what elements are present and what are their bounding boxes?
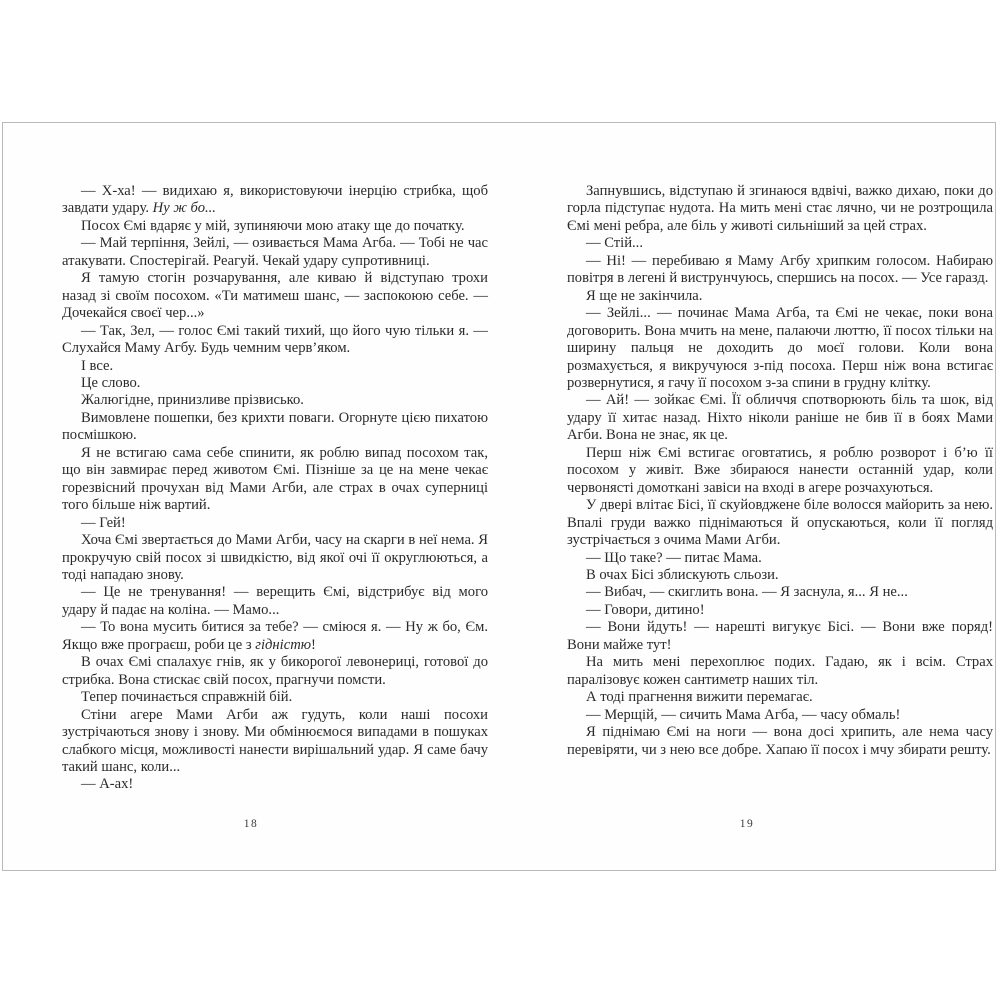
paragraph bbox=[62, 445, 488, 515]
paragraph bbox=[62, 183, 488, 218]
paragraph bbox=[567, 288, 993, 305]
text-run: — Ай! — зойкає Ємі. Її обличчя спотворюють біль та шок, від удару її хитає назад. Ніхто ніколи раніше не бив її в боях Мами Агби. Вона не знає, як це. bbox=[567, 392, 993, 444]
paragraph bbox=[567, 567, 993, 584]
paragraph bbox=[567, 445, 993, 497]
text-run: І все. bbox=[81, 357, 114, 374]
page-number-right: 19 bbox=[739, 818, 755, 830]
paragraph bbox=[567, 305, 993, 392]
paragraph bbox=[567, 550, 993, 567]
text-run: Стіни агере Мами Агби аж гудуть, коли наші посохи зустрічаються знову і знову. Ми обмінюємося випадами в пошуках слабкого місця, можливості нанести вирішальний удар. Я саме бачу такий шанс, коли... bbox=[62, 706, 488, 775]
paragraph bbox=[62, 619, 488, 654]
paragraph bbox=[567, 602, 993, 619]
paragraph bbox=[567, 392, 993, 444]
paragraph bbox=[567, 235, 993, 252]
text-run: — Х-ха! — видихаю я, використовуючи інерцію стрибка, щоб завдати удару. bbox=[62, 183, 488, 217]
paragraph bbox=[62, 654, 488, 689]
text-run: В очах Ємі спалахує гнів, як у бикорогої левонериці, готової до стрибка. Вона стискає свій посох, прагнучи помсти. bbox=[62, 654, 488, 688]
text-run: На мить мені перехоплює подих. Гадаю, як і всім. Страх паралізовує кожен сантиметр наших тіл. bbox=[567, 654, 993, 688]
text-run: — Ні! — перебиваю я Маму Агбу хрипким голосом. Набираю повітря в легені й виструнчуюсь, спершись на посох. — Усе гаразд. bbox=[567, 252, 993, 287]
text-run: — Так, Зел, — голос Ємі такий тихий, що його чую тільки я. — Слухайся Маму Агбу. Будь чемним черв’яком. bbox=[62, 322, 488, 357]
text-run: А тоді прагнення вижити перемагає. bbox=[586, 689, 813, 706]
text-run: ! bbox=[311, 636, 316, 653]
text-run: Запнувшись, відступаю й згинаюся вдвічі, важко дихаю, поки до горла підступає нудота. На мить мені стає лячно, чи не розтрощила Ємі мені ребра, але біль у животі сильніший за цей страх. bbox=[567, 183, 993, 234]
paragraph bbox=[62, 392, 488, 409]
paragraph bbox=[62, 689, 488, 706]
paragraph bbox=[567, 619, 993, 654]
text-run: — Що таке? — питає Мама. bbox=[586, 549, 762, 566]
text-run: Це слово. bbox=[81, 374, 141, 391]
paragraph bbox=[567, 689, 993, 706]
paragraph bbox=[567, 497, 993, 549]
text-run: — А-ах! bbox=[81, 776, 134, 793]
paragraph bbox=[62, 776, 488, 793]
paragraph bbox=[62, 323, 488, 358]
text-run: Вимовлене пошепки, без крихти поваги. Огорнуте цією пихатою посмішкою. bbox=[62, 409, 488, 444]
book-page-right bbox=[567, 183, 993, 759]
text-run: Я ще не закінчила. bbox=[586, 287, 703, 304]
paragraph bbox=[567, 584, 993, 601]
page-number-left: 18 bbox=[243, 818, 259, 830]
paragraph bbox=[62, 270, 488, 322]
text-run: — Стій... bbox=[586, 235, 643, 252]
text-run: — Вибач, — скиглить вона. — Я заснула, я... Я не... bbox=[586, 584, 908, 601]
italic-text-run: Ну ж бо... bbox=[152, 200, 216, 217]
text-run: Тепер починається справжній бій. bbox=[81, 689, 293, 706]
text-run: — Говори, дитино! bbox=[586, 601, 705, 618]
paragraph bbox=[567, 253, 993, 288]
paragraph bbox=[567, 183, 993, 235]
text-run: Я не встигаю сама себе спинити, як роблю випад посохом так, що він завмирає перед животом Ємі. Пізніше за це на мене чекає горезвісний прочухан від Мами Агби, але страх в очах суперниці того більше ніж вартий. bbox=[62, 444, 488, 514]
text-run: Хоча Ємі звертається до Мами Агби, часу на скарги в неї нема. Я прокручую свій посох зі швидкістю, від якої очі її округлюються, а тоді нападаю знову. bbox=[62, 532, 488, 583]
italic-text-run: гідністю bbox=[255, 636, 312, 653]
text-run: — То вона мусить битися за тебе? — сміюся я. — Ну ж бо, Єм. Якщо вже програєш, роби це з bbox=[62, 619, 488, 653]
paragraph bbox=[62, 515, 488, 532]
paragraph bbox=[62, 358, 488, 375]
text-run: — Вони йдуть! — нарешті вигукує Бісі. — Вони вже поряд! Вони майже тут! bbox=[567, 619, 993, 653]
text-run: В очах Бісі зблискують сльози. bbox=[586, 566, 779, 583]
text-run: — Це не тренування! — верещить Ємі, відстрибує від мого удару й падає на коліна. — Мамо... bbox=[62, 584, 488, 618]
book-spread-scan bbox=[2, 122, 996, 871]
text-run: — Зейлі... — починає Мама Агба, та Ємі не чекає, поки вона договорить. Вона мчить на мене, палаючи люттю, її посох тільки на ширину пальця не доходить до моєї голови. Коли вона розмахується, я викручуюся з-під посоха. Перш ніж вона встигає розвернутися, я гачу її посохом з-за спини в грудну клітку. bbox=[567, 305, 993, 391]
paragraph bbox=[567, 654, 993, 689]
text-run: — Май терпіння, Зейлі, — озивається Мама Агба. — Тобі не час атакувати. Спостерігай. Реагуй. Чекай удару супротивниці. bbox=[62, 235, 488, 269]
text-run: Я тамую стогін розчарування, але киваю й відступаю трохи назад зі своїм посохом. «Ти матимеш шанс, — заспокоюю себе. — Дочекайся своєї чер...» bbox=[62, 270, 488, 322]
paragraph bbox=[567, 707, 993, 724]
paragraph bbox=[62, 218, 488, 235]
paragraph bbox=[62, 235, 488, 270]
paragraph bbox=[62, 410, 488, 445]
text-run: Я піднімаю Ємі на ноги — вона досі хрипить, але нема часу перевіряти, чи з нею все добре. Хапаю її посох і мчу збирати решту. bbox=[567, 724, 993, 758]
text-run: Посох Ємі вдаряє у мій, зупиняючи мою атаку ще до початку. bbox=[81, 217, 465, 234]
text-run: Жалюгідне, принизливе прізвисько. bbox=[81, 392, 304, 409]
text-run: — Мерщій, — сичить Мама Агба, — часу обмаль! bbox=[586, 706, 901, 723]
paragraph bbox=[62, 375, 488, 392]
book-page-left bbox=[62, 183, 488, 794]
text-run: Перш ніж Ємі встигає оговтатись, я роблю розворот і б’ю її посохом у живіт. Вже збираюся нанести останній удар, коли червонясті домоткані завіси на вході в агере розчахуються. bbox=[567, 444, 993, 496]
paragraph bbox=[62, 532, 488, 584]
text-run: У двері влітає Бісі, її скуйовджене біле волосся майорить за нею. Впалі груди важко піднімаються й опускаються, коли її погляд зустрічається з очима Мами Агби. bbox=[567, 497, 993, 549]
paragraph bbox=[62, 707, 488, 777]
paragraph bbox=[567, 724, 993, 759]
paragraph bbox=[62, 584, 488, 619]
text-run: — Гей! bbox=[81, 514, 126, 531]
